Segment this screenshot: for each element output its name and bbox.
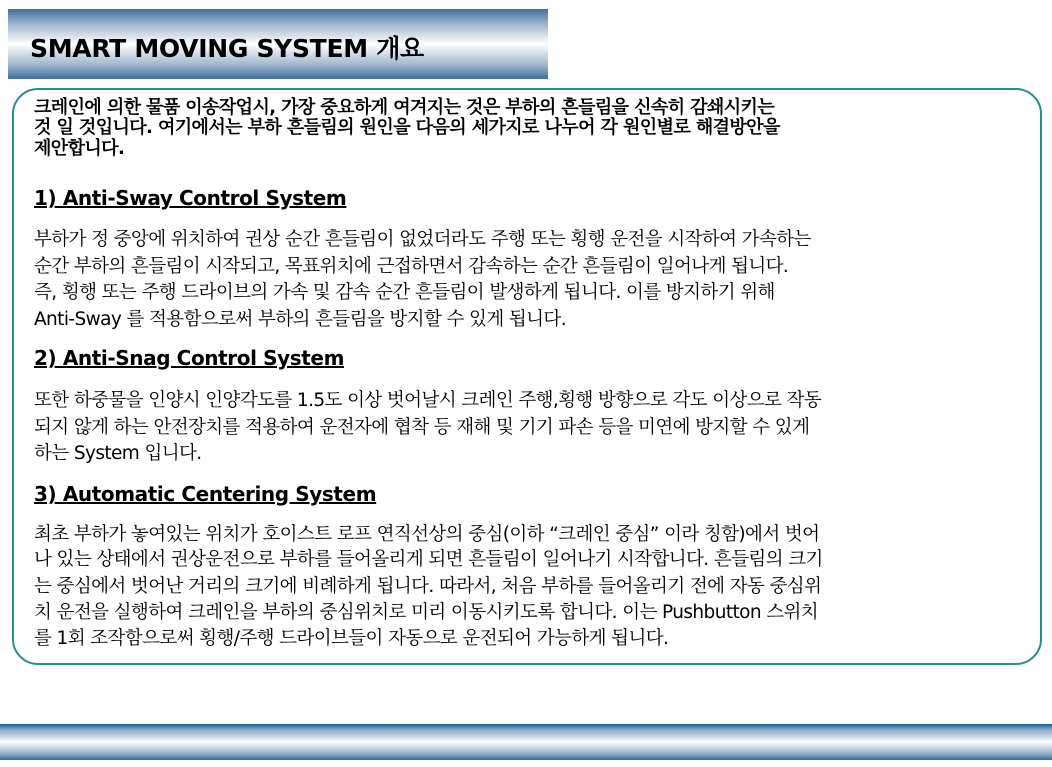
paragraph-line: 하는 System 입니다. xyxy=(34,443,202,464)
paragraph-line: 치 운전을 실행하여 크레인을 부하의 중심위치로 미리 이동시키도록 합니다. 이는 Pushbutton 스위치 xyxy=(34,602,819,623)
paragraph-line: 되지 않게 하는 안전장치를 적용하여 운전자에 협착 등 재해 및 기기 파손 등을 미연에 방지할 수 있게 xyxy=(34,417,810,438)
paragraph-line: 최초 부하가 놓여있는 위치가 호이스트 로프 연직선상의 중심(이하 “크레인 중심” 이라 칭함)에서 벗어 xyxy=(34,524,820,545)
intro-line: 제안합니다. xyxy=(34,138,125,159)
section-heading-auto-centering: 3) Automatic Centering System xyxy=(34,482,377,506)
paragraph-line: 나 있는 상태에서 권상운전으로 부하를 들어올리게 되면 흔들림이 일어나기 시작합니다. 흔들림의 크기 xyxy=(34,549,823,570)
intro-line: 것 일 것입니다. 여기에서는 부하 흔들림의 원인을 다음의 세가지로 나누어 각 원인별로 해결방안을 xyxy=(34,117,780,138)
intro-line: 크레인에 의한 물품 이송작업시, 가장 중요하게 여겨지는 것은 부하의 흔들림을 신속히 감쇄시키는 xyxy=(34,97,775,118)
paragraph-line: 부하가 정 중앙에 위치하여 권상 순간 흔들림이 없었더라도 주행 또는 횡행 운전을 시작하여 가속하는 xyxy=(34,229,811,250)
paragraph-line: 즉, 횡행 또는 주행 드라이브의 가속 및 감속 순간 흔들림이 발생하게 됩니다. 이를 방지하기 위해 xyxy=(34,282,775,303)
page-title: SMART MOVING SYSTEM 개요 xyxy=(30,34,424,63)
section-heading-anti-snag: 2) Anti-Snag Control System xyxy=(34,346,345,370)
paragraph-line: 는 중심에서 벗어난 거리의 크기에 비례하게 됩니다. 따라서, 처음 부하를 들어올리기 전에 자동 중심위 xyxy=(34,576,822,597)
title-banner xyxy=(8,9,548,79)
paragraph-line: 순간 부하의 흔들림이 시작되고, 목표위치에 근접하면서 감속하는 순간 흔들림이 일어나게 됩니다. xyxy=(34,256,789,277)
section-heading-anti-sway: 1) Anti-Sway Control System xyxy=(34,186,347,210)
paragraph-line: 또한 하중물을 인양시 인양각도를 1.5도 이상 벗어날시 크레인 주행,횡행 방향으로 각도 이상으로 작동 xyxy=(34,390,822,411)
footer-band xyxy=(0,724,1052,760)
paragraph-line: 를 1회 조작함으로써 횡행/주행 드라이브들이 자동으로 운전되어 가능하게 됩니다. xyxy=(34,628,669,649)
paragraph-line: Anti-Sway 를 적용함으로써 부하의 흔들림을 방지할 수 있게 됩니다. xyxy=(34,309,566,330)
